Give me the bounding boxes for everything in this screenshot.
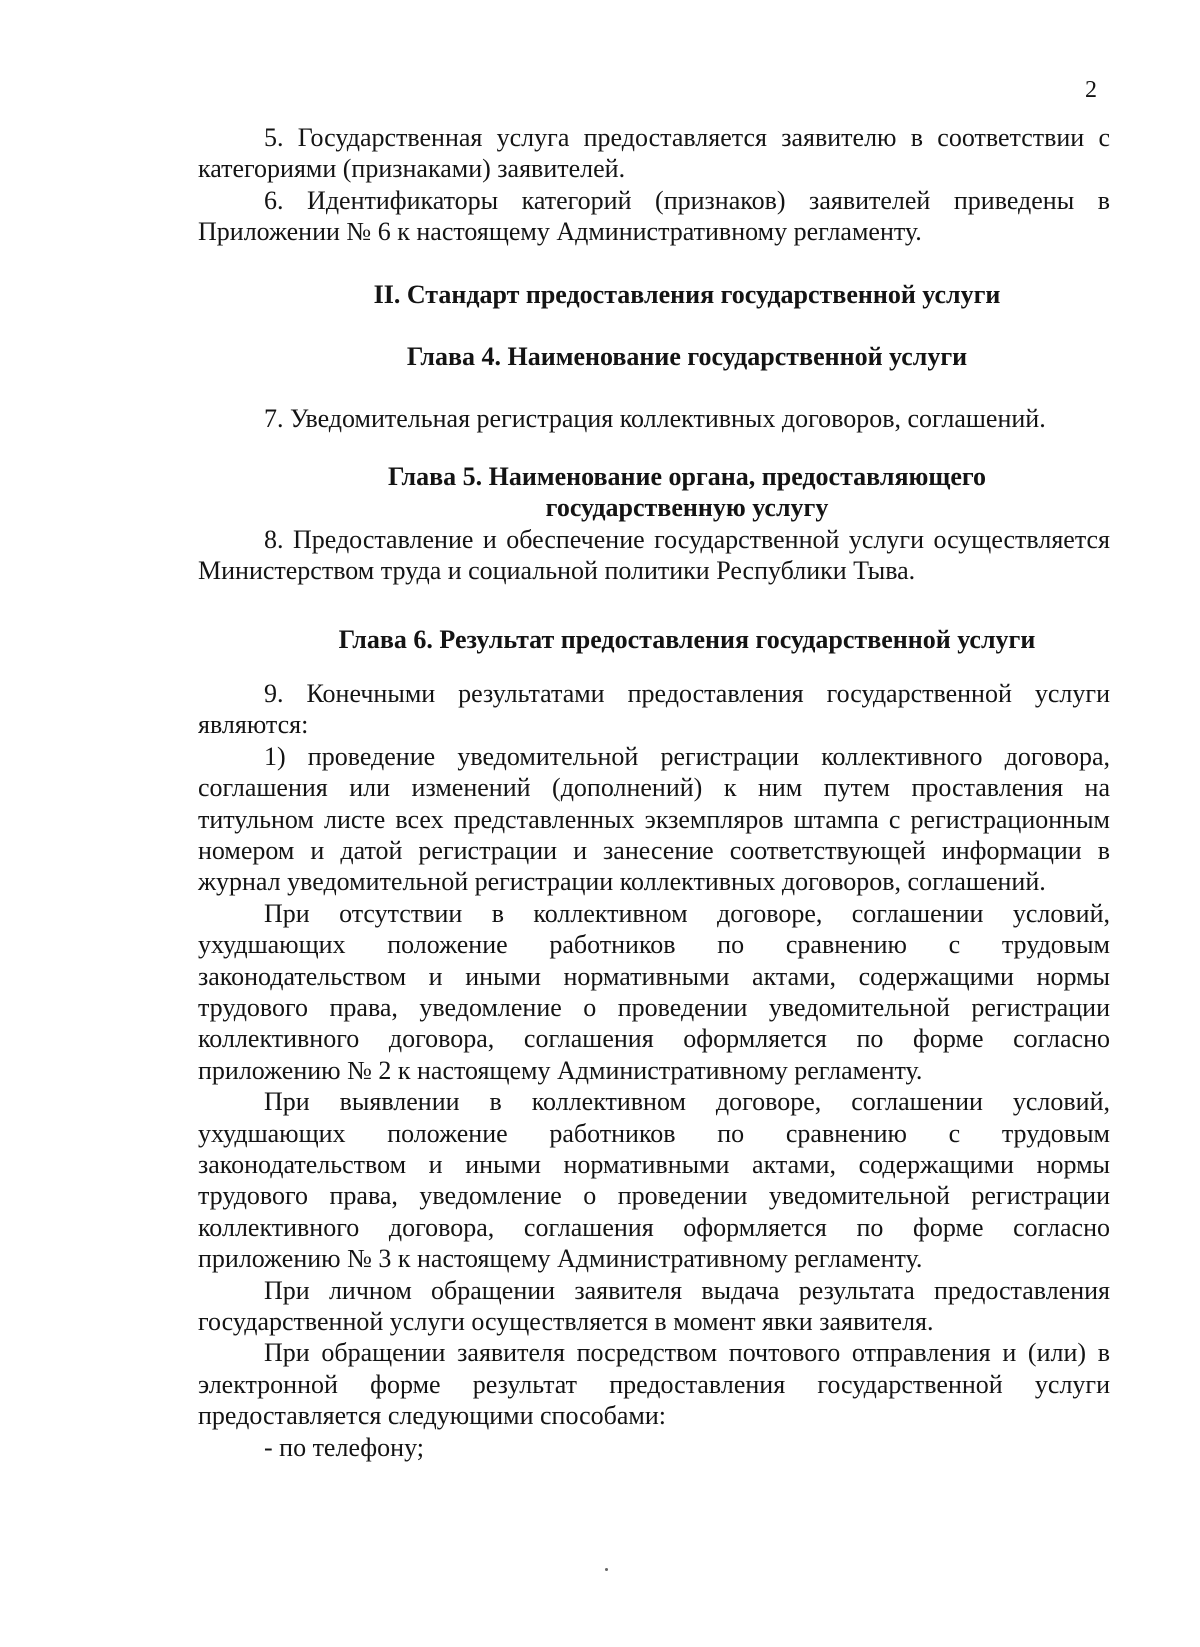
paragraph-absence-conditions: При отсутствии в коллективном договоре, соглашении условий, ухудшающих положение работников по сравнению с трудовым законодательством и иными нормативными актами, содержащими нормы трудового права, уведомление о проведении уведомительной регистрации коллективного договора, соглашения оформляется по форме согласно приложению № 2 к настоящему Административному регламенту. <box>198 898 1110 1085</box>
document-body <box>198 122 1110 1463</box>
paragraph-personal-visit: При личном обращении заявителя выдача результата предоставления государственной услуги осуществляется в момент явки заявителя. <box>198 1275 1110 1336</box>
paragraph-9-item-1: 1) проведение уведомительной регистрации коллективного договора, соглашения или изменений (дополнений) к ним путем проставления на титульном листе всех представленных экземпляров штампа с регистрационным номером и датой регистрации и занесение соответствующей информации в журнал уведомительной регистрации коллективных договоров, соглашений. <box>198 741 1110 897</box>
page-number: 2 <box>1085 77 1097 103</box>
chapter-5-heading-line-2: государственную услугу <box>545 493 829 523</box>
paragraph-detection-conditions: При выявлении в коллективном договоре, соглашении условий, ухудшающих положение работников по сравнению с трудовым законодательством и иными нормативными актами, содержащими нормы трудового права, уведомление о проведении уведомительной регистрации коллективного договора, соглашения оформляется по форме согласно приложению № 3 к настоящему Административному регламенту. <box>198 1087 1110 1274</box>
paragraph-8: 8. Предоставление и обеспечение государственной услуги осуществляется Министерством труда и социальной политики Республики Тыва. <box>198 524 1110 586</box>
paragraph-5: 5. Государственная услуга предоставляется заявителю в соответствии с категориями (признаками) заявителей. <box>198 123 1110 184</box>
scan-speck <box>605 1568 608 1571</box>
chapter-5-heading-line-1: Глава 5. Наименование органа, предоставляющего <box>387 461 987 491</box>
paragraph-7: 7. Уведомительная регистрация коллективных договоров, соглашений. <box>264 404 1046 434</box>
chapter-4-heading: Глава 4. Наименование государственной услуги <box>406 342 968 372</box>
paragraph-by-phone: - по телефону; <box>264 1432 424 1462</box>
paragraph-6: 6. Идентификаторы категорий (признаков) заявителей приведены в Приложении № 6 к настоящему Административному регламенту. <box>198 185 1110 247</box>
paragraph-9: 9. Конечными результатами предоставления государственной услуги являются: <box>198 678 1110 740</box>
chapter-6-heading: Глава 6. Результат предоставления государственной услуги <box>338 625 1036 655</box>
paragraph-postal-electronic: При обращении заявителя посредством почтового отправления и (или) в электронной форме результат предоставления государственной услуги предоставляется следующими способами: <box>198 1338 1110 1431</box>
section-2-heading: II. Стандарт предоставления государственной услуги <box>373 279 1001 309</box>
